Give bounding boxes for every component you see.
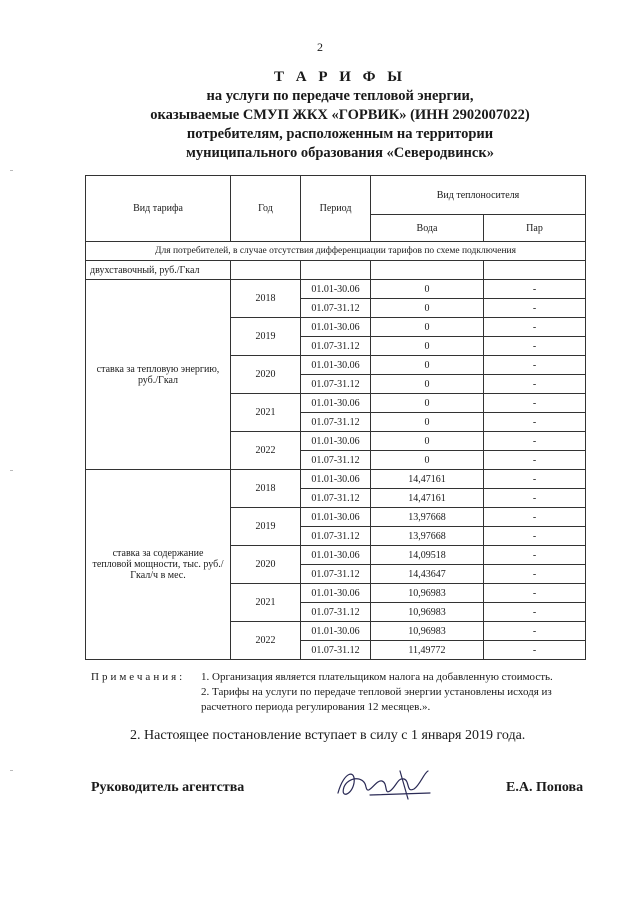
period-cell: 01.01-30.06 — [301, 622, 371, 641]
period-cell: 01.07-31.12 — [301, 375, 371, 394]
period-cell: 01.07-31.12 — [301, 603, 371, 622]
title-line-2: на услуги по передаче тепловой энергии, — [206, 88, 474, 104]
year-cell: 2018 — [231, 280, 301, 318]
note-item: 1. Организация является плательщиком налога на добавленную стоимость. — [201, 671, 553, 683]
steam-value: - — [484, 584, 586, 603]
water-value: 0 — [371, 394, 484, 413]
water-value: 10,96983 — [371, 622, 484, 641]
scan-mark — [10, 170, 13, 171]
header-water: Вода — [371, 215, 484, 242]
year-cell: 2018 — [231, 470, 301, 508]
tariff-table — [85, 175, 586, 660]
steam-value: - — [484, 451, 586, 470]
year-cell: 2020 — [231, 546, 301, 584]
period-cell: 01.01-30.06 — [301, 546, 371, 565]
empty-cell — [231, 261, 301, 280]
notes-text — [201, 670, 591, 715]
period-cell: 01.07-31.12 — [301, 451, 371, 470]
period-cell: 01.07-31.12 — [301, 527, 371, 546]
water-value: 0 — [371, 318, 484, 337]
water-value: 11,49772 — [371, 641, 484, 660]
period-cell: 01.07-31.12 — [301, 489, 371, 508]
steam-value: - — [484, 565, 586, 584]
period-cell: 01.01-30.06 — [301, 394, 371, 413]
water-value: 14,47161 — [371, 470, 484, 489]
water-value: 14,09518 — [371, 546, 484, 565]
empty-cell — [301, 261, 371, 280]
year-cell: 2022 — [231, 432, 301, 470]
year-cell: 2021 — [231, 394, 301, 432]
two-part-label: двухставочный, руб./Гкал — [86, 261, 231, 280]
period-cell: 01.01-30.06 — [301, 318, 371, 337]
period-cell: 01.07-31.12 — [301, 413, 371, 432]
header-steam: Пар — [484, 215, 586, 242]
year-cell: 2022 — [231, 622, 301, 660]
water-value: 13,97668 — [371, 527, 484, 546]
year-cell: 2019 — [231, 508, 301, 546]
handwritten-signature — [330, 765, 440, 805]
period-cell: 01.01-30.06 — [301, 508, 371, 527]
period-cell: 01.01-30.06 — [301, 356, 371, 375]
period-cell: 01.01-30.06 — [301, 584, 371, 603]
period-cell: 01.01-30.06 — [301, 280, 371, 299]
tariff-group-label: ставка за тепловую энергию, руб./Гкал — [86, 280, 231, 470]
steam-value: - — [484, 432, 586, 451]
note-item: 2. Тарифы на услуги по передаче тепловой энергии установлены исходя из расчетного периода регулирования 12 месяцев.». — [201, 686, 552, 713]
year-cell: 2019 — [231, 318, 301, 356]
period-cell: 01.07-31.12 — [301, 641, 371, 660]
period-cell: 01.07-31.12 — [301, 565, 371, 584]
water-value: 0 — [371, 413, 484, 432]
water-value: 0 — [371, 356, 484, 375]
title-line-1: Т А Р И Ф Ы — [273, 69, 407, 85]
steam-value: - — [484, 546, 586, 565]
water-value: 10,96983 — [371, 603, 484, 622]
title-line-5: муниципального образования «Северодвинск» — [186, 145, 494, 161]
period-cell: 01.07-31.12 — [301, 299, 371, 318]
water-value: 0 — [371, 451, 484, 470]
period-cell: 01.01-30.06 — [301, 470, 371, 489]
signatory-name: Е.А. Попова — [506, 780, 584, 795]
steam-value: - — [484, 337, 586, 356]
steam-value: - — [484, 299, 586, 318]
tariff-group-label: ставка за содержание тепловой мощности, тыс. руб./Гкал/ч в мес. — [86, 470, 231, 660]
steam-value: - — [484, 508, 586, 527]
scan-mark — [10, 470, 13, 471]
steam-value: - — [484, 280, 586, 299]
steam-value: - — [484, 375, 586, 394]
water-value: 0 — [371, 432, 484, 451]
steam-value: - — [484, 470, 586, 489]
steam-value: - — [484, 413, 586, 432]
period-cell: 01.07-31.12 — [301, 337, 371, 356]
empty-cell — [371, 261, 484, 280]
steam-value: - — [484, 622, 586, 641]
decree-text: 2. Настоящее постановление вступает в силу с 1 января 2019 года. — [130, 728, 526, 743]
table-row — [86, 280, 586, 299]
notes-label: Примечания: — [91, 671, 186, 683]
steam-value: - — [484, 318, 586, 337]
page-number: 2 — [317, 40, 323, 54]
year-cell: 2020 — [231, 356, 301, 394]
steam-value: - — [484, 394, 586, 413]
title-line-3: оказываемые СМУП ЖКХ «ГОРВИК» (ИНН 2902007022) — [150, 107, 530, 123]
band-row: Для потребителей, в случае отсутствия дифференциации тарифов по схеме подключения — [86, 242, 586, 261]
title-line-4: потребителям, расположенным на территории — [186, 126, 494, 142]
header-year: Год — [231, 176, 301, 242]
table-row — [86, 470, 586, 489]
header-carrier: Вид теплоносителя — [371, 176, 586, 215]
header-tariff-type: Вид тарифа — [86, 176, 231, 242]
scan-mark — [10, 770, 13, 771]
document-title — [80, 68, 600, 163]
water-value: 0 — [371, 337, 484, 356]
steam-value: - — [484, 527, 586, 546]
empty-cell — [484, 261, 586, 280]
water-value: 0 — [371, 280, 484, 299]
period-cell: 01.01-30.06 — [301, 432, 371, 451]
water-value: 13,97668 — [371, 508, 484, 527]
water-value: 14,47161 — [371, 489, 484, 508]
water-value: 10,96983 — [371, 584, 484, 603]
water-value: 0 — [371, 299, 484, 318]
steam-value: - — [484, 603, 586, 622]
steam-value: - — [484, 641, 586, 660]
year-cell: 2021 — [231, 584, 301, 622]
water-value: 0 — [371, 375, 484, 394]
steam-value: - — [484, 356, 586, 375]
header-period: Период — [301, 176, 371, 242]
steam-value: - — [484, 489, 586, 508]
water-value: 14,43647 — [371, 565, 484, 584]
signatory-role: Руководитель агентства — [91, 780, 245, 795]
